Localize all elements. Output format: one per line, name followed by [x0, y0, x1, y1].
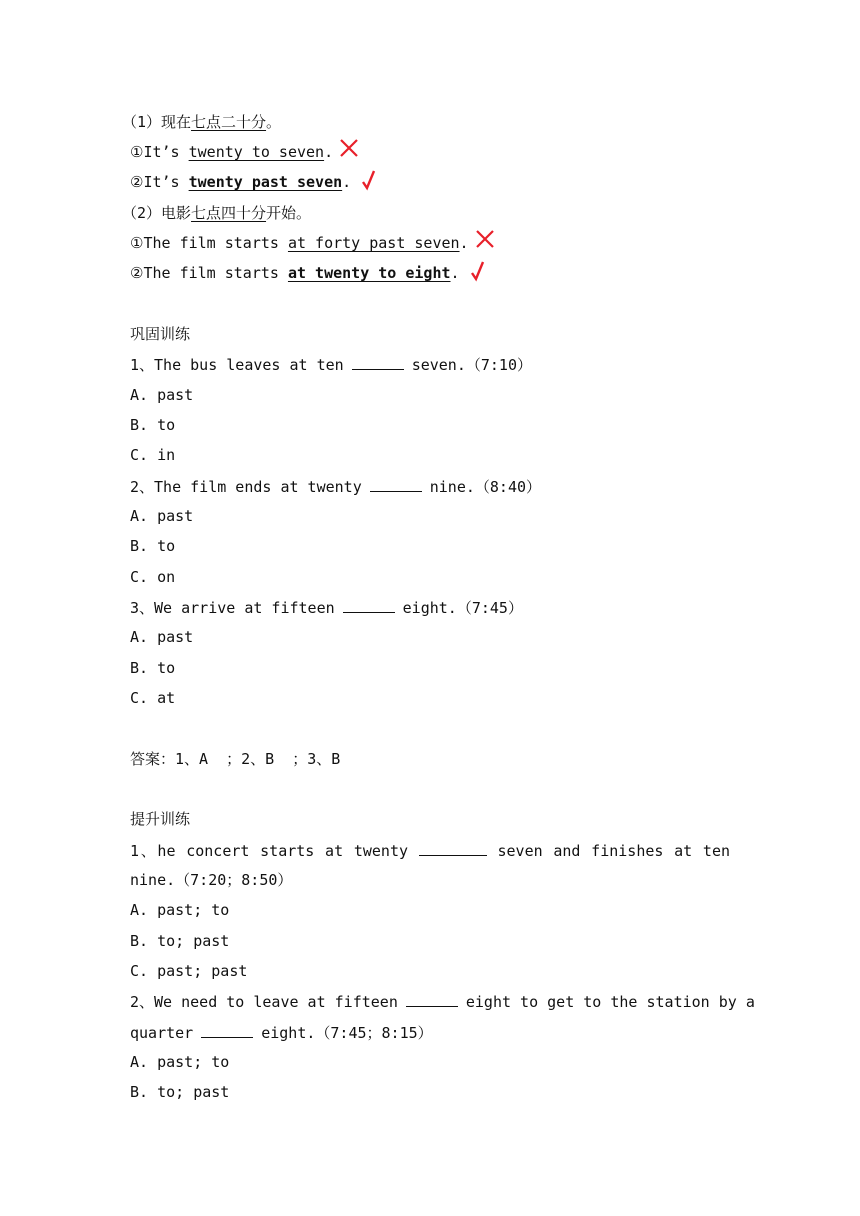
- advanced-question-2-line-2: quarter eight.（7:45；8:15）: [130, 1024, 433, 1042]
- answer-blank: [419, 840, 487, 856]
- practice-q3-option-c: C. at: [130, 689, 176, 707]
- cross-icon: [339, 138, 359, 163]
- practice-q2-option-c: C. on: [130, 568, 176, 586]
- answer-blank: [343, 597, 395, 613]
- answer-blank: [406, 991, 458, 1007]
- advanced-q1-option-a: A. past; to: [130, 901, 230, 919]
- practice-q3-option-b: B. to: [130, 659, 176, 677]
- answer-blank: [201, 1022, 253, 1038]
- example-2-option-b: ②The film starts at twenty to eight.: [130, 263, 460, 283]
- advanced-q2-option-b: B. to; past: [130, 1083, 230, 1101]
- answer-blank: [352, 354, 404, 370]
- practice-q1-option-c: C. in: [130, 446, 176, 464]
- advanced-q1-option-c: C. past; past: [130, 962, 248, 980]
- section-title-practice: 巩固训练: [130, 325, 191, 343]
- check-icon: [470, 260, 486, 287]
- practice-question-3: 3、We arrive at fifteen eight.（7:45）: [130, 599, 523, 617]
- answer-key: 答案：1、A ；2、B ；3、B: [130, 750, 341, 768]
- practice-question-1: 1、The bus leaves at ten seven.（7:10）: [130, 356, 532, 374]
- practice-q2-option-a: A. past: [130, 507, 194, 525]
- practice-q1-option-a: A. past: [130, 386, 194, 404]
- practice-q3-option-a: A. past: [130, 628, 194, 646]
- example-1-option-b: ②It’s twenty past seven.: [130, 172, 351, 192]
- advanced-question-1-line-1: 1、he concert starts at twenty seven and finishes at ten: [130, 842, 731, 860]
- advanced-q2-option-a: A. past; to: [130, 1053, 230, 1071]
- example-1-heading: （1）现在七点二十分。: [122, 113, 282, 131]
- example-2-heading: （2）电影七点四十分开始。: [122, 204, 312, 222]
- practice-question-2: 2、The film ends at twenty nine.（8:40）: [130, 478, 542, 496]
- cross-icon: [475, 229, 495, 254]
- advanced-q1-option-b: B. to; past: [130, 932, 230, 950]
- check-icon: [361, 169, 377, 196]
- practice-q2-option-b: B. to: [130, 537, 176, 555]
- example-2-option-a: ①The film starts at forty past seven.: [130, 233, 469, 253]
- practice-q1-option-b: B. to: [130, 416, 176, 434]
- answer-blank: [370, 476, 422, 492]
- advanced-question-2-line-1: 2、We need to leave at fifteen eight to get to the station by a: [130, 993, 755, 1011]
- section-title-advanced: 提升训练: [130, 810, 191, 828]
- example-1-option-a: ①It’s twenty to seven.: [130, 142, 333, 162]
- advanced-question-1-line-2: nine.（7:20；8:50）: [130, 871, 293, 889]
